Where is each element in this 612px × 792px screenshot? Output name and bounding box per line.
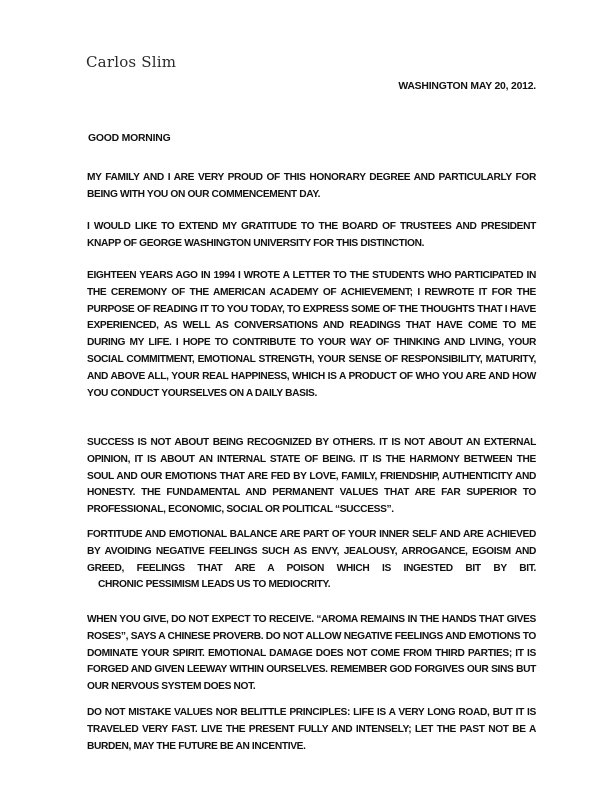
paragraph-gratitude: I WOULD LIKE TO EXTEND MY GRATITUDE TO THE BOARD OF TRUSTEES AND PRESIDENT KNAPP OF GEORGE WASHINGTON UNIVERSITY FOR THIS DISTINCTION. xyxy=(87,221,536,249)
paragraph-eighteen-years: EIGHTEEN YEARS AGO IN 1994 I WROTE A LETTER TO THE STUDENTS WHO PARTICIPATED IN THE CEREMONY OF THE AMERICAN ACADEMY OF ACHIEVEMENT; I REWROTE IT FOR THE PURPOSE OF READING IT TO YOU TODAY, TO EXPRESS SOME OF THE THOUGHTS THAT I HAVE EXPERIENCED, AS WELL AS CONVERSATIONS AND READINGS THAT HAVE COME TO ME DURING MY LIFE. I HOPE TO CONTRIBUTE TO YOUR WAY OF THINKING AND LIVING, YOUR SOCIAL COMMITMENT, EMOTIONAL STRENGTH, YOUR SENSE OF RESPONSIBILITY, MATURITY, AND ABOVE ALL, YOUR REAL HAPPINESS, WHICH IS A PRODUCT OF WHO YOU ARE AND HOW YOU CONDUCT YOURSELVES ON A DAILY BASIS. xyxy=(87,270,536,399)
paragraph-honorary-degree: MY FAMILY AND I ARE VERY PROUD OF THIS HONORARY DEGREE AND PARTICULARLY FOR BEING WITH YOU ON OUR COMMENCEMENT DAY. xyxy=(87,172,536,200)
dateline: WASHINGTON MAY 20, 2012. xyxy=(398,81,536,92)
paragraph-fortitude-block xyxy=(87,527,536,594)
paragraph-giving: WHEN YOU GIVE, DO NOT EXPECT TO RECEIVE. “AROMA REMAINS IN THE HANDS THAT GIVES ROSES”, SAYS A CHINESE PROVERB. DO NOT ALLOW NEGATIVE FEELINGS AND EMOTIONS TO DOMINATE YOUR SPIRIT. EMOTIONAL DAMAGE DOES NOT COME FROM THIRD PARTIES; IT IS FORGED AND GIVEN LEEWAY WITHIN OURSELVES. REMEMBER GOD FORGIVES OUR SINS BUT OUR NERVOUS SYSTEM DOES NOT. xyxy=(87,614,536,693)
paragraph-success: SUCCESS IS NOT ABOUT BEING RECOGNIZED BY OTHERS. IT IS NOT ABOUT AN EXTERNAL OPINION, IT IS ABOUT AN INTERNAL STATE OF BEING. IT IS THE HARMONY BETWEEN THE SOUL AND OUR EMOTIONS THAT ARE FED BY LOVE, FAMILY, FRIENDSHIP, AUTHENTICITY AND HONESTY. THE FUNDAMENTAL AND PERMANENT VALUES THAT ARE FAR SUPERIOR TO PROFESSIONAL, ECONOMIC, SOCIAL OR POLITICAL “SUCCESS”. xyxy=(87,437,536,516)
paragraph-values: DO NOT MISTAKE VALUES NOR BELITTLE PRINCIPLES: LIFE IS A VERY LONG ROAD, BUT IT IS TRAVELED VERY FAST. LIVE THE PRESENT FULLY AND INTENSELY; LET THE PAST NOT BE A BURDEN, MAY THE FUTURE BE AN INCENTIVE. xyxy=(87,707,536,752)
paragraph-fortitude-tail: CHRONIC PESSIMISM LEADS US TO MEDIOCRITY. xyxy=(98,579,331,591)
paragraph-fortitude: FORTITUDE AND EMOTIONAL BALANCE ARE PART OF YOUR INNER SELF AND ARE ACHIEVED BY AVOIDING NEGATIVE FEELINGS SUCH AS ENVY, JEALOUSY, ARROGANCE, EGOISM AND GREED, FEELINGS THAT ARE A POISON WHICH IS INGESTED BIT BY BIT. xyxy=(87,529,536,574)
greeting: GOOD MORNING xyxy=(88,133,171,144)
author-name: Carlos Slim xyxy=(86,53,177,71)
